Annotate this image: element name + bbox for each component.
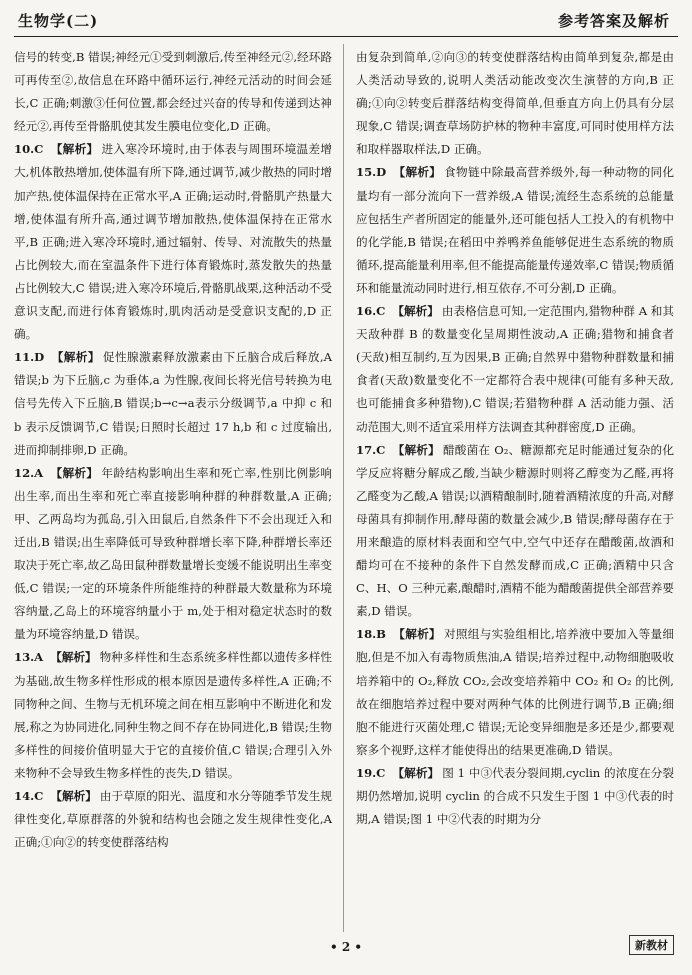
header-rule [14,36,678,37]
answer-item [356,161,674,300]
right-column [356,46,674,831]
answer-text: 进入寒冷环境时,由于体表与周围环境温差增大,机体散热增加,使体温有所下降,通过调节,减少散热的同时增加产热,使体温保持在正常水平,A 正确;运动时,骨骼肌产热量大增,使体温有所升高,通过调节增加散热,使体温保持在正常水平,B 正确;进入寒冷环境时,通过辐射、传导、对流散失的热量占比例较大,而在室温条件下进行体育锻炼时,蒸发散失的热量占比例较大,C 错误;进入寒冷环境后,骨骼肌战栗,这种活动不受意识支配,而进行体育锻炼时,肌肉活动是受意识支配的,D 正确。 [14,142,332,342]
section-title: 参考答案及解析 [557,12,670,30]
analysis-tag: 【解析】 [392,765,440,780]
answer-text: 对照组与实验组相比,培养液中要加入等量细胞,但是不加入有毒物质焦油,A 错误;培养过程中,动物细胞吸收培养箱中的 O₂,释放 CO₂,会改变培养箱中 CO₂ 和 O₂ 的比例,故在细胞培养过程中要对两种气体的比例进行调节,B 正确;细胞不能进行灭菌处理,C 错误;无论变异细胞是多还是少,都要观察多个视野,这样才能使得出的结果更准确,D 错误。 [356,627,674,757]
answer-item [14,138,332,346]
analysis-tag: 【解析】 [392,627,441,642]
answer-text: 物种多样性和生态系统多样性都以遗传多样性为基础,故生物多样性形成的根本原因是遗传多样性,A 正确;不同物种之间、生物与无机环境之间在相互影响中不断进化和发展,称之为协同进化,同种生物之间不存在协同进化,B 错误;生物多样性的间接价值明显大于它的直接价值,C 错误;合理引入外来物种不会导致生物多样性的丧失,D 错误。 [14,650,332,780]
answer-number: 11.D [14,350,45,365]
answer-text: 图 1 中③代表分裂间期,cyclin 的浓度在分裂期仍然增加,说明 cyclin 的合成不只发生于图 1 中③代表的时期,A 错误;图 1 中②代表的时期为分 [356,765,674,827]
subject-title: 生物学(二) [18,12,99,30]
answer-item [14,346,332,461]
answer-text: 由复杂到简单,②向③的转变使群落结构由简单到复杂,都是由人类活动导致的,说明人类活动能改变次生演替的方向,B 正确;①向②转变后群落结构变得简单,但垂直方向上仍具有分层现象,C 错误;调查草场防护林的物种丰富度,可同时使用样方法和取样器取样法,D 正确。 [356,50,674,157]
page-header [0,0,692,36]
answer-text: 由于草原的阳光、温度和水分等随季节发生规律性变化,草原群落的外貌和结构也会随之发生规律性变化,A 正确;①向②的转变使群落结构 [14,789,332,850]
answer-number: 10.C [14,142,44,157]
analysis-tag: 【解析】 [50,650,97,665]
left-column [14,46,332,854]
analysis-tag: 【解析】 [393,165,442,180]
answer-text: 信号的转变,B 错误;神经元①受到刺激后,传至神经元②,经环路可再传至②,故信息在环路中循环运行,神经元活动的时间会延长,C 正确;刺激③任何位置,都会经过兴奋的传导和传递到达神经元②,再传至骨骼肌使其发生膜电位变化,D 正确。 [14,50,332,134]
answer-number: 19.C [356,765,386,780]
answer-item [356,623,674,762]
column-divider [343,44,344,932]
answer-item [356,46,674,161]
answer-text: 由表格信息可知,一定范围内,猎物种群 A 和其天敌种群 B 的数量变化呈周期性波动,A 正确;猎物和捕食者(天敌)相互制约,互为因果,B 正确;自然界中猎物种群数量和捕食者(天敌)数量变化不一定都符合表中规律(可能有多种天敌,也可能捕食多种猎物),C 错误;若猎物种群 A 活动能力强、活动范围大,则不适宜采用样方法调查其种群密度,D 正确。 [356,304,674,434]
answer-number: 15.D [356,165,387,180]
answer-item [14,646,332,785]
answer-number: 13.A [14,650,44,665]
answer-item [14,462,332,647]
answer-text: 年龄结构影响出生率和死亡率,性别比例影响出生率,而出生率和死亡率直接影响种群的种群数量,A 正确;甲、乙两岛均为孤岛,引入田鼠后,自然条件下不会出现迁入和迁出,B 错误;出生率降低可导致种群增长率下降,种群增长率还取决于死亡率,故乙岛田鼠种群数量增长变缓不能说明出生率变低,C 错误;一定的环境条件所能维持的种群最大数量称为环境容纳量,乙岛上的环境容纳量小于 m,处于相对稳定状态时的数量为环境容纳量,D 错误。 [14,465,332,642]
analysis-tag: 【解析】 [50,142,99,157]
answer-text: 食物链中除最高营养级外,每一种动物的同化量均有一部分流向下一营养级,A 错误;流经生态系统的总能量应包括生产者所固定的能量外,还可能包括人工投入的有机物中的化学能,B 错误;在稻田中养鸭养鱼能够促进生态系统的物质循环,提高能量利用率,但不能提高能量传递效率,C 错误;物质循环和能量流动同时进行,相互依存,不可分割,D 正确。 [356,165,674,295]
answer-number: 16.C [356,304,386,319]
answer-item [356,762,674,831]
answer-item [356,439,674,624]
answer-number: 18.B [356,627,386,642]
edition-badge: 新教材 [629,935,674,955]
answer-text: 醋酸菌在 O₂、糖源都充足时能通过复杂的化学反应将糖分解成乙酸,当缺少糖源时则将乙醇变为乙醛,再将乙醛变为乙酸,A 错误;以酒精酿制时,随着酒精浓度的升高,对酵母菌具有抑制作用,酵母菌的数量会减少,B 错误;酵母菌存在于用来酿造的原材料表面和空气中,空气中还存在醋酸菌,故酒和醋均可在不接种的条件下自然发酵而成,C 正确;酒精中只含 C、H、O 三种元素,酿醋时,酒精不能为醋酸菌提供全部营养要素,D 错误。 [356,442,674,619]
answer-number: 17.C [356,442,386,457]
answer-number: 12.A [14,465,44,480]
answer-text: 促性腺激素释放激素由下丘脑合成后释放,A 错误;b 为下丘脑,c 为垂体,a 为性腺,夜间长将光信号转换为电信号先传入下丘脑,B 错误;b→c→a表示分级调节,a 中抑 c 和 b 表示反馈调节,C 错误;日照时长超过 17 h,b 和 c 过度输出,进而抑制排卵,D 正确。 [14,350,332,457]
analysis-tag: 【解析】 [51,350,100,365]
answer-item [14,46,332,138]
answer-number: 14.C [14,789,44,803]
answer-item [356,300,674,439]
analysis-tag: 【解析】 [392,304,439,319]
analysis-tag: 【解析】 [50,465,99,480]
analysis-tag: 【解析】 [392,442,440,457]
answer-item [14,785,332,854]
analysis-tag: 【解析】 [50,789,97,803]
page-number: • 2 • [329,940,363,954]
